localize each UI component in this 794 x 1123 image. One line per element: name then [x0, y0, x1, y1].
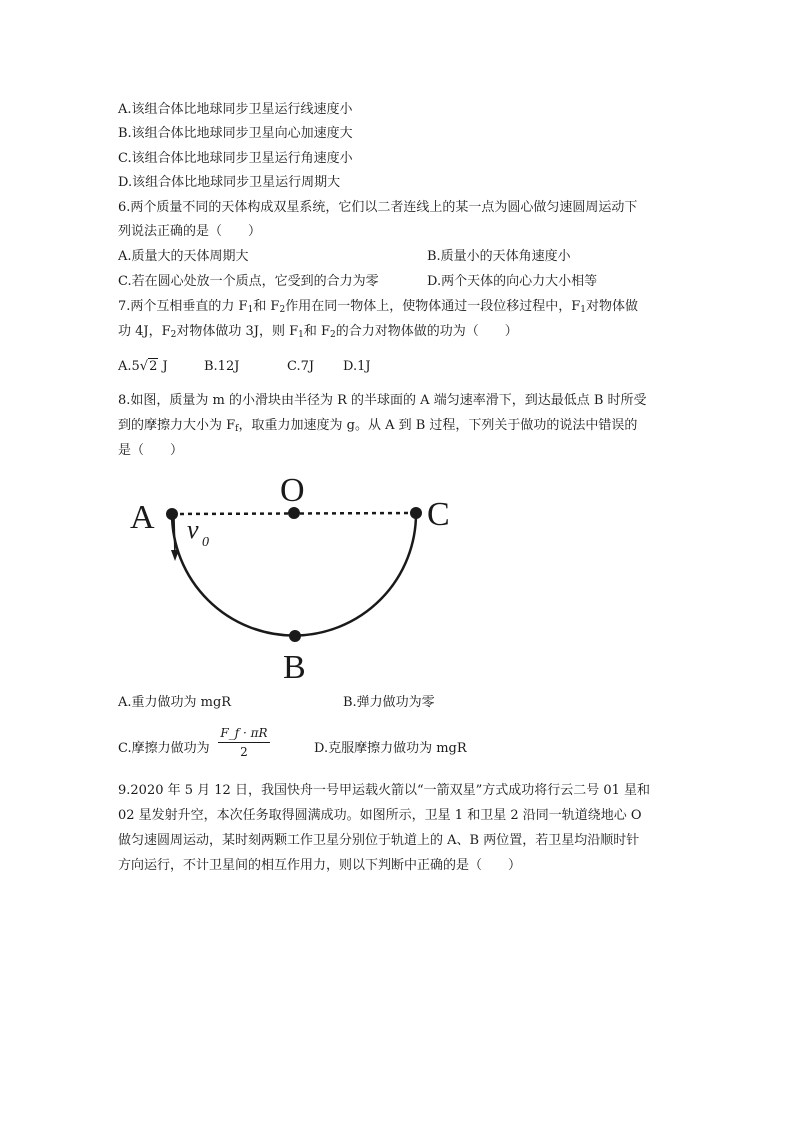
q7-text: 对物体做功 3J，则 F	[176, 324, 299, 339]
q7-text: 和 F	[303, 324, 331, 339]
q7-text: 功 4J，F	[118, 324, 171, 339]
q7-text: 和 F	[253, 299, 280, 314]
q8-text: 到的摩擦力大小为 F	[118, 418, 236, 433]
label-v-subscript: 0	[202, 535, 209, 550]
label-c: C	[427, 496, 450, 533]
q8-option-a: A.重力做功为 mgR	[118, 695, 232, 710]
hemisphere-figure	[120, 466, 470, 686]
q9-stem-line1: 9.2020 年 5 月 12 日，我国快舟一号甲运载火箭以“一箭双星”方式成功将行云二号 01 星和	[118, 783, 651, 798]
q8-stem-line3: 是（ ）	[118, 443, 184, 458]
q8-text: ，取重力加速度为 g。从 A 到 B 过程，下列关于做功的说法中错误的	[238, 418, 638, 433]
semicircle-arc	[172, 513, 416, 636]
q8-stem-line1: 8.如图，质量为 m 的小滑块由半径为 R 的半球面的 A 端匀速率滑下，到达最低点 B 时所受	[118, 393, 647, 408]
q7-subscript: 1	[247, 305, 254, 315]
label-o: O	[280, 472, 305, 509]
q5-option-c: C.该组合体比地球同步卫星运行角速度小	[118, 151, 353, 166]
q5-option-a: A.该组合体比地球同步卫星运行线速度小	[118, 102, 353, 117]
q6-stem-line1: 6.两个质量不同的天体构成双星系统，它们以二者连线上的某一点为圆心做匀速圆周运动下	[118, 200, 638, 215]
q9-stem-line4: 方向运行，不计卫星间的相互作用力，则以下判断中正确的是（ ）	[118, 858, 522, 873]
label-b: B	[283, 649, 306, 686]
q7-subscript: 2	[330, 330, 336, 340]
q5-option-b: B.该组合体比地球同步卫星向心加速度大	[118, 126, 353, 141]
friction-work-fraction	[218, 726, 270, 759]
label-v: v	[187, 515, 199, 544]
velocity-arrowhead	[171, 550, 179, 561]
q7-text: 对物体做	[585, 299, 638, 314]
q7-option-a-text: A.5	[118, 359, 140, 374]
q8-option-c: C.摩擦力做功为	[118, 741, 210, 756]
point-c-dot	[410, 507, 422, 519]
q5-option-d: D.该组合体比地球同步卫星运行周期大	[118, 175, 341, 190]
q9-stem-line2: 02 星发射升空，本次任务取得圆满成功。如图所示，卫星 1 和卫星 2 沿同一轨道绕地心 O	[118, 808, 642, 823]
q7-stem-line1	[118, 299, 638, 315]
sqrt-symbol: √2	[139, 359, 158, 374]
point-b-dot	[289, 630, 301, 642]
q7-text: 作用在同一物体上，使物体通过一段位移过程中，F	[285, 299, 581, 314]
fraction-denominator: 2	[240, 745, 248, 759]
q6-option-b: B.质量小的天体角速度小	[427, 249, 571, 264]
q7-subscript: 2	[170, 330, 177, 340]
q8-option-b: B.弹力做功为零	[343, 695, 435, 710]
q6-option-a: A.质量大的天体周期大	[118, 249, 249, 264]
q7-option-a-unit: J	[158, 359, 168, 374]
q7-option-c: C.7J	[287, 359, 315, 374]
point-a-dot	[166, 508, 178, 520]
q8-subscript: f	[235, 424, 239, 434]
fraction-numerator: F_f · πR	[218, 726, 270, 743]
q7-subscript: 1	[580, 305, 586, 315]
q7-text: 的合力对物体做的功为（ ）	[335, 324, 518, 339]
q7-text: 7.两个互相垂直的力 F	[118, 299, 248, 314]
q7-stem-line2	[118, 324, 518, 340]
q6-option-c: C.若在圆心处放一个质点，它受到的合力为零	[118, 274, 379, 289]
sqrt-radicand: 2	[149, 359, 158, 374]
q9-stem-line3: 做匀速圆周运动，某时刻两颗工作卫星分别位于轨道上的 A、B 两位置，若卫星均沿顺时针	[118, 833, 640, 848]
q8-option-d: D.克服摩擦力做功为 mgR	[314, 741, 467, 756]
q7-subscript: 2	[279, 305, 286, 315]
q7-subscript: 1	[298, 330, 304, 340]
q7-option-a	[118, 359, 168, 375]
q6-stem-line2: 列说法正确的是（ ）	[118, 224, 262, 239]
q7-option-d: D.1J	[343, 359, 371, 374]
q8-stem-line2	[118, 418, 637, 434]
q7-option-b: B.12J	[204, 359, 240, 374]
q6-option-d: D.两个天体的向心力大小相等	[427, 274, 598, 289]
label-a: A	[130, 499, 155, 536]
